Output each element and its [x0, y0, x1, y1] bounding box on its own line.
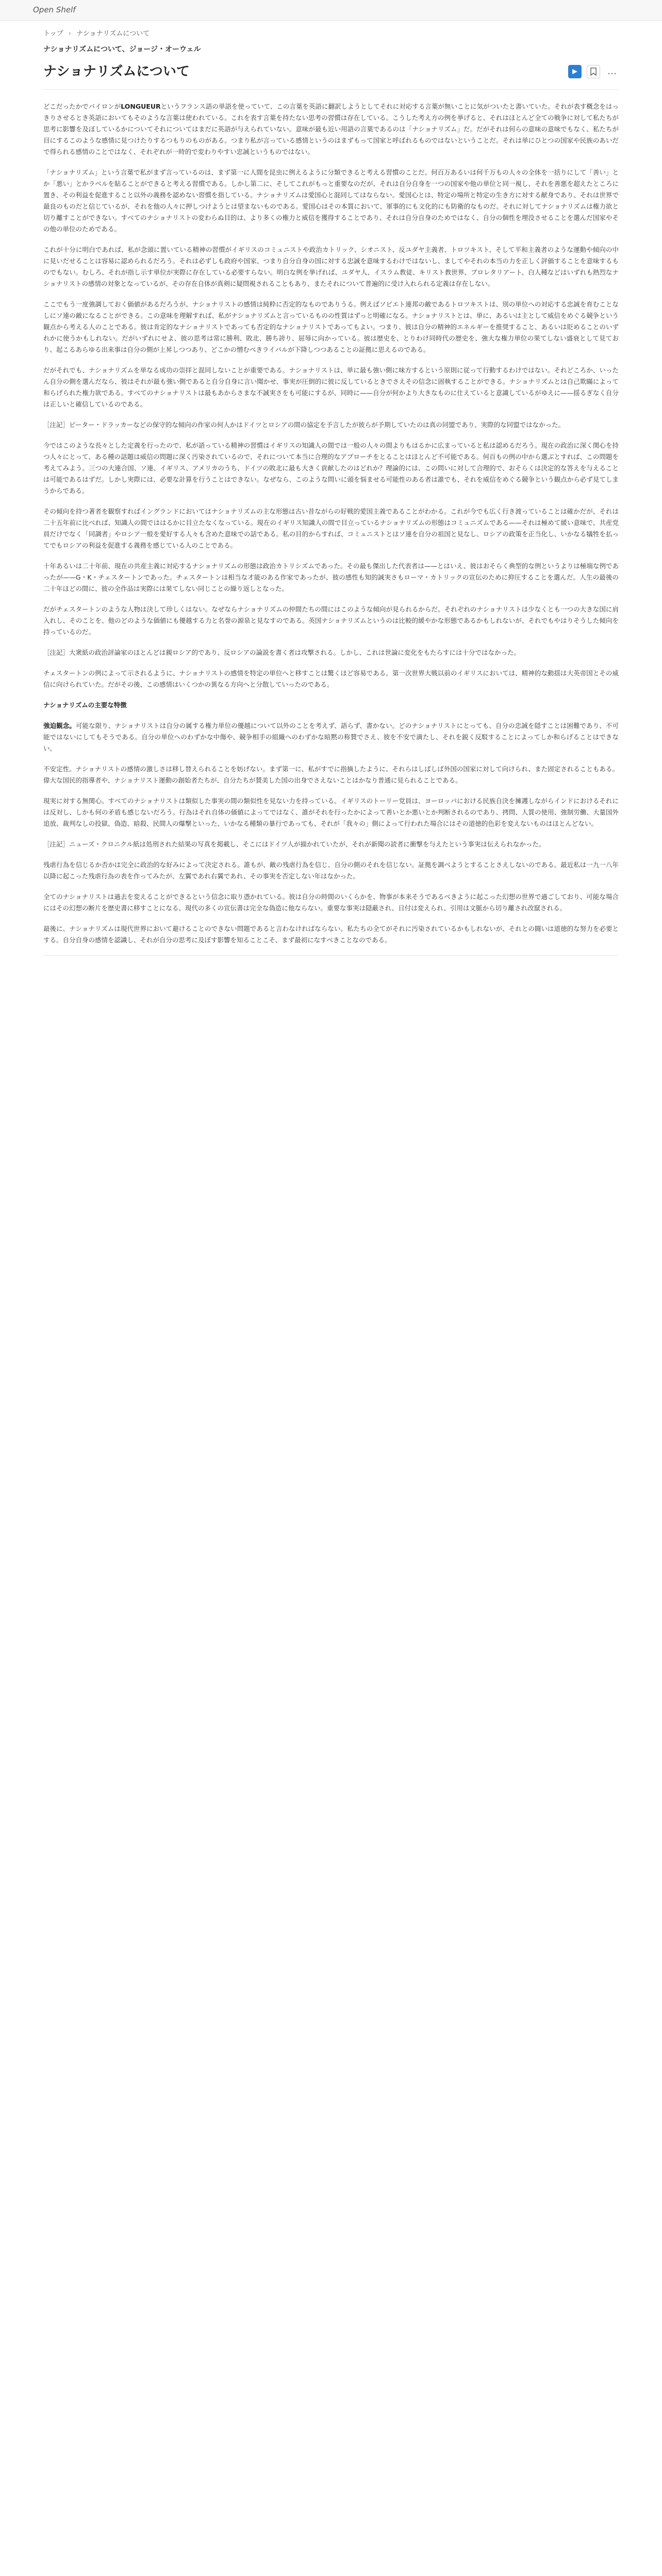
paragraph: だがチェスタートンのような人物は決して珍しくはない。なぜならナショナリズムの仲間たちの間にはこのような傾向が見られるからだ。それぞれのナショナリストは少なくとも一つの大きな国に肩入れし、そのことを、他のどのような価値にも優越する力と名誉の源泉と見なすのである。英国ナショナリズムというのは比較的緩やかな形態であるかもしれないが、それでもやはりそうした傾向を持っているのだ。 — [43, 605, 619, 636]
footnote-paragraph: ［注記］大衆紙の政治評論家のほとんどは親ロシア的であり、反ロシアの論説を書く者は攻撃される。しかし、これは世論に変化をもたらすには十分ではなかった。 — [43, 649, 521, 656]
paragraph: 全てのナショナリストは過去を変えることができるという信念に取り憑かれている。彼は自分の時間のいくらかを、物事が本来そうであるべきように起こった幻想の世界で過ごしており、可能な場合にはその幻想の断片を歴史書に移すことになる。現代の多くの宣伝書は完全な偽造に他ならない。重要な事実は隠蔽され、日付は変えられ、引用は文脈から切り離され改竄される。 — [43, 893, 619, 912]
bookmark-icon — [590, 67, 597, 76]
highlighted-word: LONGUEUR — [121, 103, 161, 110]
title-row — [43, 61, 619, 82]
paragraph: 残虐行為を信じるか否かは完全に政治的な好みによって決定される。誰もが、敵の残虐行為を信じ、自分の側のそれを信じない。証拠を調べようとすることさえしないのである。最近私は一九一八年以降に起こった残虐行為の表を作ってみたが、左翼であれ右翼であれ、その事実を否定しない年はなかった。 — [43, 861, 619, 880]
footer-divider — [43, 955, 619, 956]
paragraph: だがそれでも、ナショナリズムを単なる成功の崇拝と混同しないことが重要である。ナショナリストは、単に最も強い側に味方するという原則に従って行動するわけではない。それどころか、いったん自分の側を選んだなら、彼はそれが最も強い側であると自分自身に言い聞かせ、事実が圧倒的に彼に反しているときでさえその信念に固執することができる。ナショナリズムとは自己欺瞞によって和らげられた権力欲である。すべてのナショナリストは最もあからさまな不誠実さをも可能にするが、同時に——自分が何かより大きなものに仕えていると意識しているがゆえに——揺るぎなく自分は正しいと確信しているのである。 — [43, 366, 619, 408]
share-icon — [571, 67, 579, 76]
paragraph-text: というフランス語の単語を使っていて、この言葉を英語に翻訳しようとしてそれに対応する言葉が無いことに気がついたと書いていた。それが表す概念をはっきりさせるとき英語においてもそのような言葉は使われている。これを表す言葉を持たない思考の習慣は存在している。こうした考え方の例を挙げると、それはほとんど全ての戦争に対して私たちが思考に影響を及ぼしているかについてそれについてはまだに英語が与えられていない。意味が最も近い用語の言葉であるのは「ナショナリズム」だ。だがそれは何らの意味の意味でもなく、私たちが目にするこのような感情に見つけたりするつもりのものがある。つまり私が言っている感情というのはまずもって国家と呼ばれるものではないということだ。それは単にひとつの国家や民族のあいだで得られる感情のことではなく、それぞれが一時的で変わりやすい忠誠というものではない。 — [43, 103, 619, 156]
section-heading: ナショナリズムの主要な特徴 — [43, 701, 127, 709]
top-bar — [0, 0, 662, 21]
paragraph: 今ではこのような長々とした定義を行ったので、私が語っている精神の習慣はイギリスの知識人の間では一般の人々の間よりもはるかに広まっていると私は認めるだろう。現在の政治に深く関心を持つ人々にとって、ある種の話題は威信の問題に深く汚染されているので、それについて本当に合理的なアプローチをとることはほとんど不可能である。何百もの例の中から選ぶとすれば、この問題を考えてみよう。三つの大連合国、ソ連、イギリス、アメリカのうち、ドイツの敗北に最も大きく貢献したのはどれか？理論的には、この問いに対して合理的で、おそらくは決定的な答えを与えることは可能であるはずだ。しかし実際には、必要な計算を行うことはできない。なぜなら、このような問いに頭を悩ませる可能性のある者は誰でも、それを威信をめぐる競争という観点から必ず見てしまうからである。 — [43, 442, 619, 495]
paragraph-text: 可能な限り、ナショナリストは自分の属する権力単位の優越について以外のことを考えず、語らず、書かない。どのナショナリストにとっても、自分の忠誠を隠すことは困難であり、不可能ではないにしてもそうである。自分の単位へのわずかな中傷や、競争相手の組織へのわずかな暗黙の称賛でさえ、彼を不安で満たし、それを鋭く反駁することによってしか和らげることはできない。 — [43, 722, 619, 752]
site-name[interactable]: Open Shelf — [33, 5, 76, 14]
paragraph: 最後に、ナショナリズムは現代世界において避けることのできない問題であると言わなければならない。私たちの全てがそれに汚染されているかもしれないが、それとの闘いは道徳的な努力を必要とする。自分自身の感情を認識し、それが自分の思考に及ぼす影響を知ることこそ、まず最初になすべきことなのである。 — [43, 925, 619, 944]
paragraph: 十年あるいは二十年前、現在の共産主義に対応するナショナリズムの形態は政治カトリシズムであった。その最も傑出した代表者は——とはいえ、彼はおそらく典型的な例というよりは極端な例であったが——G・K・チェスタートンであった。チェスタートンは相当な才能のある作家であったが、彼の感性も知的誠実さもローマ・カトリックの宣伝のために抑圧することを選んだ。人生の最後の二十年ほどの間に、彼の全作品は実際には果てしない同じことの繰り返しとなった。 — [43, 562, 619, 592]
paragraph-lead: 強迫観念。 — [43, 722, 76, 730]
paragraph: 現実に対する無関心。すべてのナショナリストは類似した事実の間の類似性を見ない力を持っている。イギリスのトーリー党員は、ヨーロッパにおける民族自決を擁護しながらインドにおけるそれには反対し、しかも何の矛盾も感じないだろう。行為はそれ自体の価値によってではなく、誰がそれを行ったかによって善いとか悪いとか判断されるのであり、拷問、人質の使用、強制労働、大量国外追放、裁判なしの投獄、偽造、暗殺、民間人の爆撃といった、いかなる種類の暴行であっても、それが「我々の」側によって行われた場合にはその道徳的色彩を変えないものはほとんどない。 — [43, 797, 619, 827]
paragraph: これが十分に明白であれば、私が念頭に置いている精神の習慣がイギリスのコミュニストや政治カトリック、シオニスト、反ユダヤ主義者、トロツキスト、そして平和主義者のような運動や傾向の中に見いだせることは容易に認められるだろう。それは必ずしも政府や国家、つまり自分自身の国に対する忠誠を意味するわけではないし、ましてやそれの本当の力を正しく評価することを意味するものでもない。むしろ、それが指し示す単位が実際に存在している必要すらない。明白な例を挙げれば、ユダヤ人、イスラム教徒、キリスト教世界、プロレタリアート、白人種などはいずれも熱烈なナショナリストの感情の対象となっているが、その存在自体が真剣に疑問視されることもあり、またそれについて普遍的に受け入れられる定義は存在しない。 — [43, 246, 619, 287]
paragraph — [43, 720, 619, 754]
breadcrumb-home[interactable]: トップ — [43, 30, 63, 38]
paragraph: その傾向を持つ著者を観察すればイングランドにおいてはナショナリズムの主な形態は古い昔ながらの好戦的愛国主義であることがわかる。これが今でも広く行き渡っていることは確かだが、それは二十五年前に比べれば、知識人の間でははるかに目立たなくなっている。現在のイギリス知識人の間で目立っているナショナリズムの形態はコミュニズムである——それは極めて緩い意味で、共産党員だけでなく「同調者」やロシア一般を愛好する人々も含めた意味での話である。私の目的からすれば、コミュニストとはソ連を自分の祖国と見なし、ロシアの政策を正当化し、いかなる犠牲を払ってでもロシアの利益を促進する義務を感じている人のことである。 — [43, 507, 619, 549]
paragraph — [43, 101, 619, 158]
breadcrumb-current[interactable]: ナショナリズムについて — [76, 30, 150, 38]
bookmark-button[interactable] — [587, 65, 600, 78]
page-title: ナショナリズムについて — [43, 64, 190, 79]
breadcrumb — [43, 28, 619, 38]
paragraph: 不安定性。ナショナリストの感情の激しさは移し替えられることを妨げない。まず第一に、私がすでに指摘したように、それらはしばしば外国の国家に対して向けられ、また固定されることもある。偉大な国民的指導者や、ナショナリスト運動の創始者たちが、自分たちが賛美した国の出身でさえないことはかなり普通に見られることである。 — [43, 765, 619, 784]
paragraph-text: どこだったかでバイロンが — [43, 103, 121, 110]
page-subtitle: ナショナリズムについて、ジョージ・オーウェル — [43, 45, 201, 54]
title-actions — [568, 64, 619, 79]
page-content — [43, 25, 619, 956]
paragraph: ここでもう一度強調しておく価値があるだろうが、ナショナリストの感情は純粋に否定的なものでありうる。例えばソビエト連邦の敵であるトロツキストは、別の単位への対応する忠誠を育むことなしにソ連の敵になることができる。この意味を理解すれば、私がナショナリズムと言っているものの性質はずっと明確になる。ナショナリストとは、単に、あるいは主として威信をめぐる競争という観点から考える人のことである。彼は肯定的なナショナリストであっても否定的なナショナリストであってもよい。つまり、彼は自分の精神的エネルギーを推奨すること、あるいは貶めることのいずれかに使うかもしれない。だがいずれにせよ、彼の思考は常に勝利、敗北、勝ち誇り、屈辱に向かっている。彼は歴史を、とりわけ同時代の歴史を、強大な権力単位の果てしない盛衰として見ており、起こるあらゆる出来事は自分の側が上昇しつつあり、どこかの憎むべきライバルが下降しつつあることの証拠に思えるのである。 — [43, 300, 619, 353]
more-button[interactable]: … — [605, 65, 619, 78]
section-paragraph — [43, 700, 619, 711]
article-body — [43, 101, 619, 946]
title-divider — [43, 89, 619, 90]
share-button[interactable] — [568, 65, 582, 78]
paragraph: チェスタートンの例によって示されるように、ナショナリストの感情を特定の単位へと移すことは驚くほど容易である。第一次世界大戦以前のイギリスにおいては、精神的な動揺は大英帝国とその威信に向けられていた。だがその後、この感情はいくつかの異なる方向へと分散していったのである。 — [43, 669, 619, 688]
footnote-paragraph: ［注記］ニューズ・クロニクル紙は処刑された結果の写真を掲載し、そこにはドイツ人が描かれていたが、それが新聞の読者に衝撃を与えたという事実は伝えられなかった。 — [43, 840, 545, 848]
paragraph: 「ナショナリズム」という言葉で私がまず言っているのは、まず第一に人間を昆虫に例えるように分類できると考える習慣のことだ。何百万あるいは何千万もの人々の全体を一括りにして「善い」とか「悪い」とかラベルを貼ることができると考える習慣である。しかし第二に、そしてこれがもっと重要なのだが、それは自分自身を一つの国家や他の単位と同一視し、それを善悪を超えたところに置き、その利益を促進すること以外の義務を認めない習慣を指している。ナショナリズムは愛国心と混同してはならない。愛国心とは、特定の場所と特定の生き方に対する献身であり、それは世界で最良のものだと信じているが、それを他の人々に押しつけようとは望まないものである。愛国心はその本質において、軍事的にも文化的にも防衛的なものだ。それに対してナショナリズムは権力欲と切り離すことができない。すべてのナショナリストの変わらぬ目的は、より多くの権力と威信を獲得することであり、それは自分自身のためではなく、自分の個性を埋没させることを選んだ国家やその他の単位のためである。 — [43, 168, 619, 233]
breadcrumb-separator: › — [68, 30, 71, 38]
footnote-paragraph: ［注記］ピーター・ドラッカーなどの保守的な傾向の作家の何人かはドイツとロシアの間の協定を予言したが彼らが予期していたのは真の同盟であり、実際的な同盟ではなかった。 — [43, 421, 565, 429]
